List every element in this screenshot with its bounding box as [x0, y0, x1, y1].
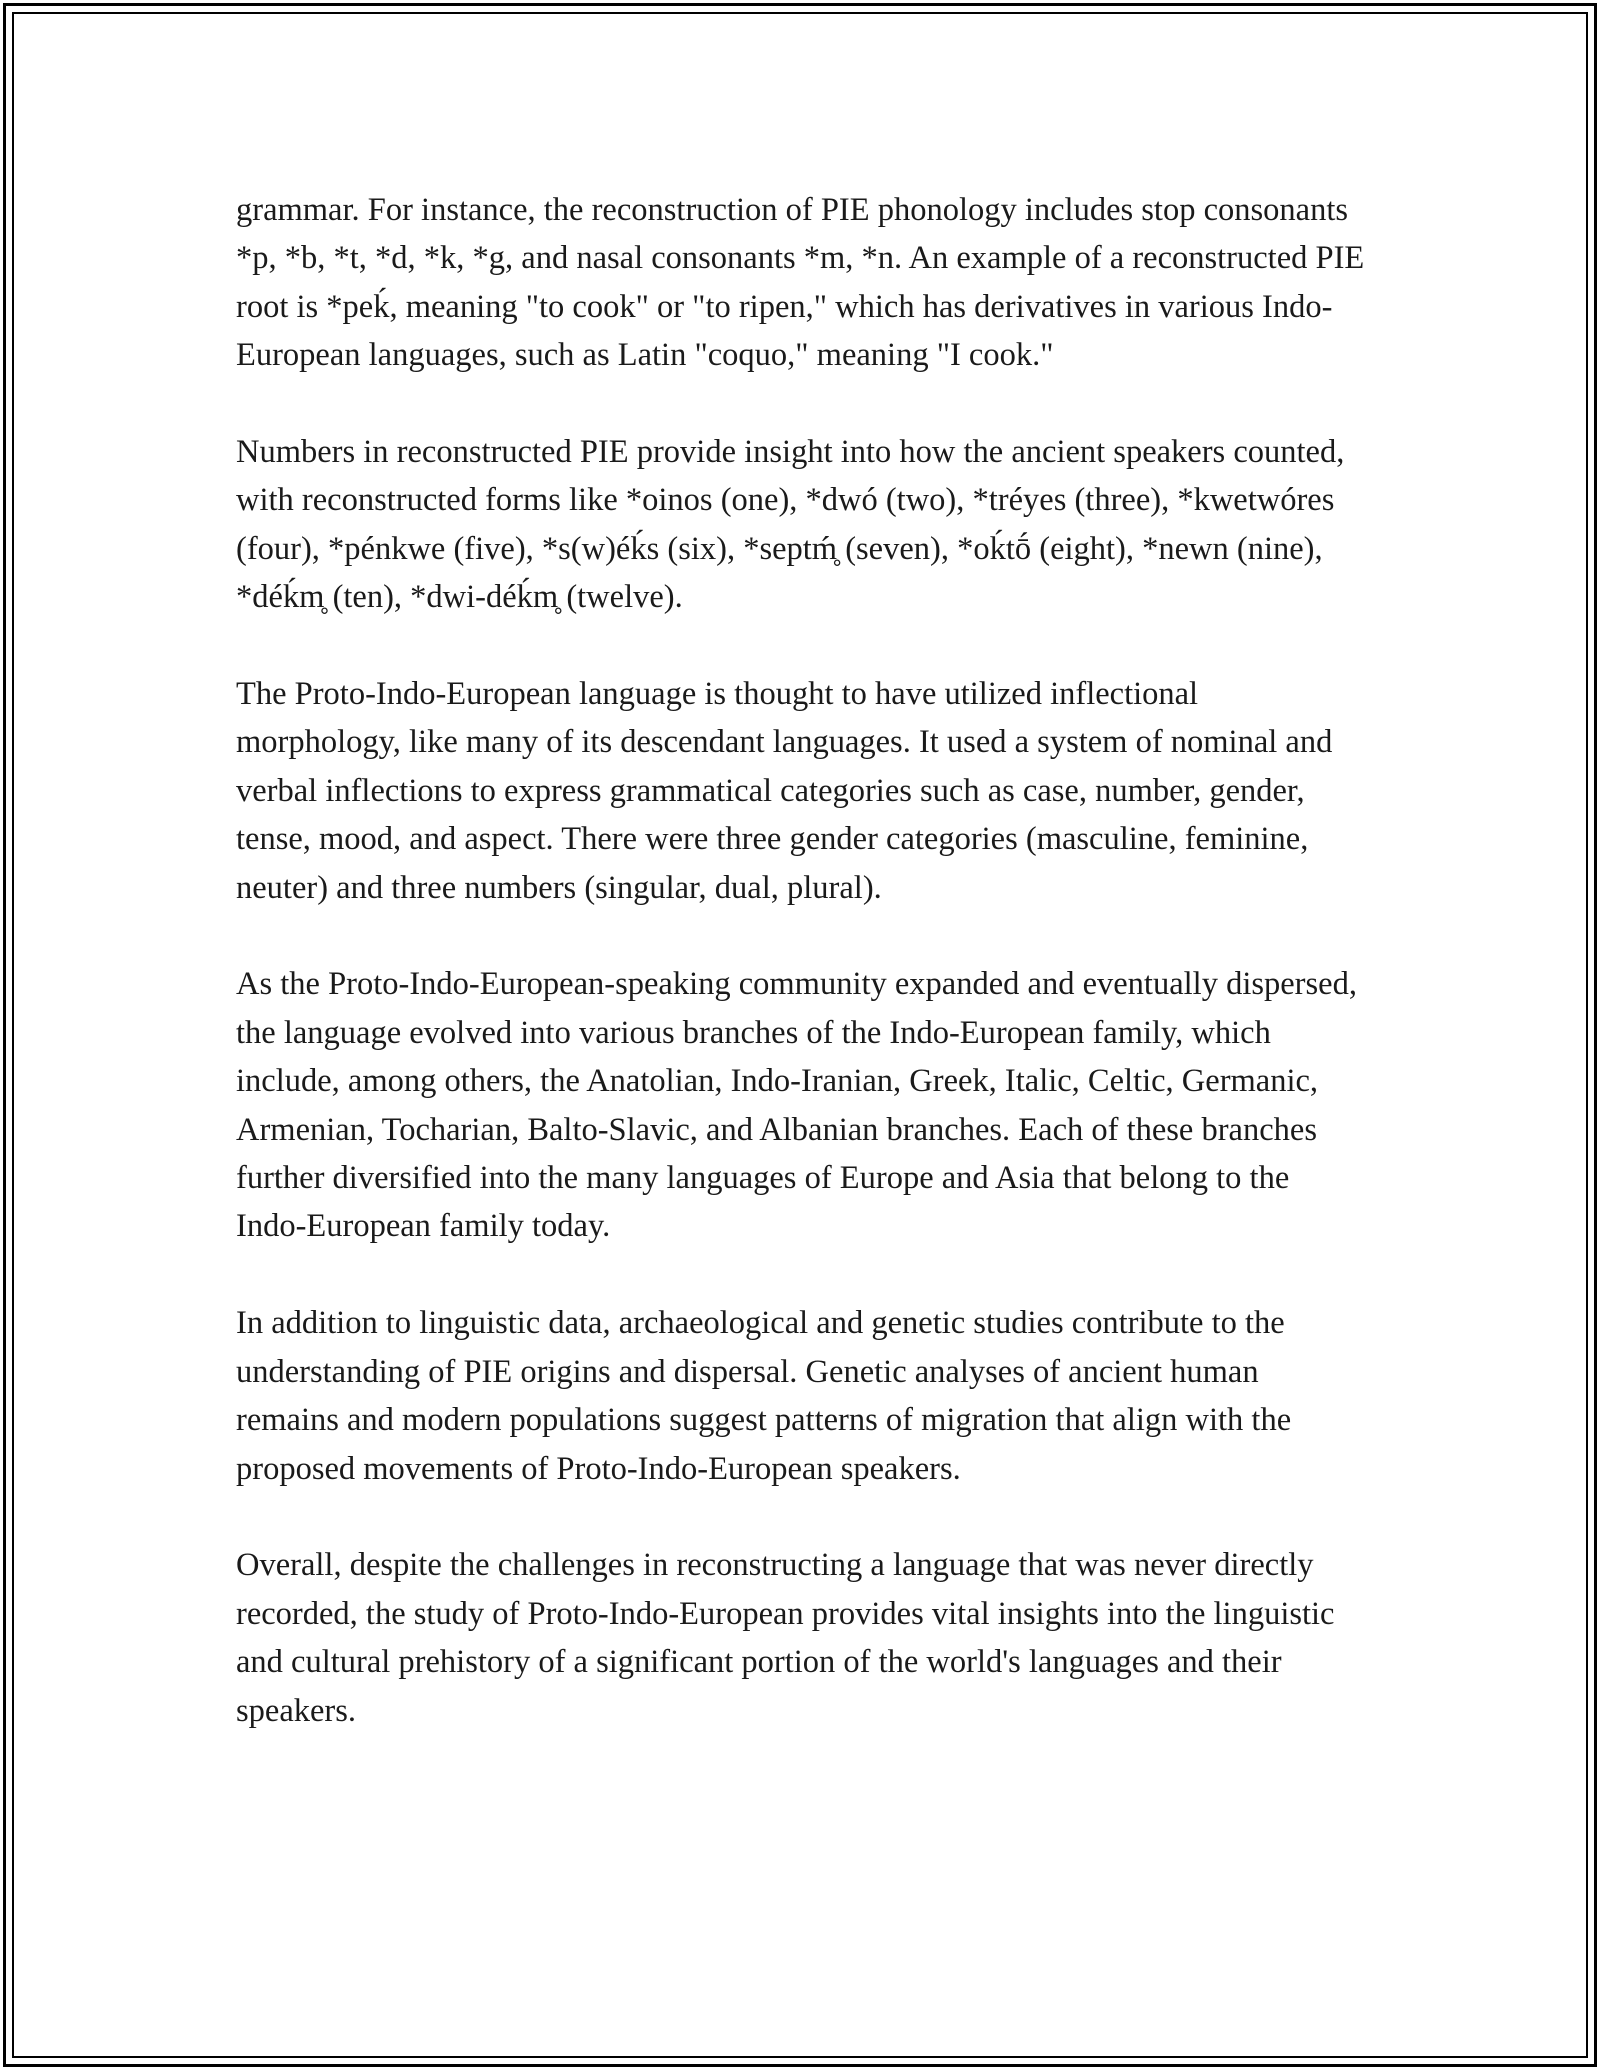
paragraph-morphology: The Proto-Indo-European language is thought to have utilized inflectional morphology, like many of its descendant languages. It used a system of nominal and verbal inflections to express grammatical categories such as case, number, gender, tense, mood, and aspect. There were three gender categories (masculine, feminine, neuter) and three numbers (singular, dual, plural).: [236, 676, 1333, 906]
paragraph-numbers: Numbers in reconstructed PIE provide insight into how the ancient speakers counted, with reconstructed forms like *oinos (one), *dwó (two), *tréyes (three), *kwetwóres (four), *pénkwe (five), *s(w)éḱs (six), *septḿ̥ (seven), *oḱtṓ (eight), *newn (nine), *déḱm̥ (ten), *dwi-déḱm̥ (twelve).: [236, 434, 1345, 616]
paragraph-conclusion: Overall, despite the challenges in reconstructing a language that was never directly recorded, the study of Proto-Indo-European provides vital insights into the linguistic and cultural prehistory of a significant portion of the world's languages and their speakers.: [236, 1547, 1335, 1729]
paragraph-phonology: grammar. For instance, the reconstruction of PIE phonology includes stop consonants *p, *b, *t, *d, *k, *g, and nasal consonants *m, *n. An example of a reconstructed PIE root is *peḱ, meaning "to cook" or "to ripen," which has derivatives in various Indo-European languages, such as Latin "coquo," meaning "I cook.": [236, 192, 1365, 374]
paragraph-genetics: In addition to linguistic data, archaeological and genetic studies contribute to the understanding of PIE origins and dispersal. Genetic analyses of ancient human remains and modern populations suggest patterns of migration that align with the proposed movements of Proto-Indo-European speakers.: [236, 1305, 1292, 1487]
paragraph-branches: As the Proto-Indo-European-speaking community expanded and eventually dispersed, the language evolved into various branches of the Indo-European family, which include, among others, the Anatolian, Indo-Iranian, Greek, Italic, Celtic, Germanic, Armenian, Tocharian, Balto-Slavic, and Albanian branches. Each of these branches further diversified into the many languages of Europe and Asia that belong to the Indo-European family today.: [236, 966, 1357, 1245]
page-body: [236, 186, 1366, 1783]
